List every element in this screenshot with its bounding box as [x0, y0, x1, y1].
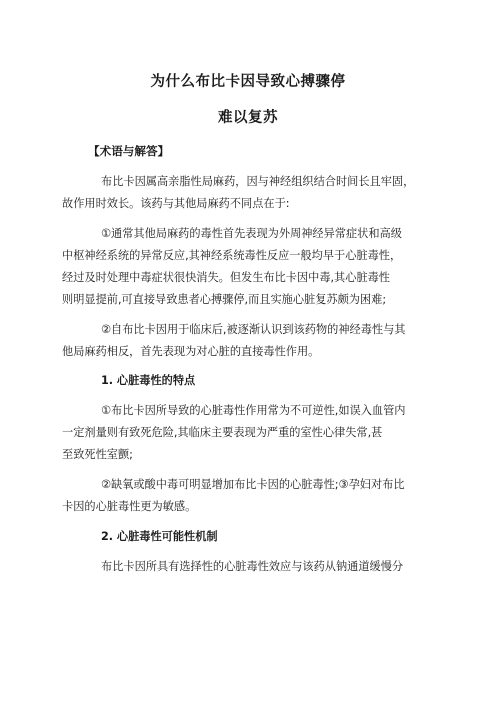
- heading-cardiac-toxicity-features: 1. 心脏毒性的特点: [101, 374, 196, 387]
- point1-line-2: 中枢神经系统的异常反应,其神经系统毒性反应一般均早于心脏毒性，: [62, 249, 402, 262]
- section-term-heading: 【术语与解答】: [88, 144, 170, 158]
- intro-line-1: 布比卡因属高亲脂性局麻药，因与神经组织结合时间长且牢固，: [101, 175, 415, 188]
- point1-line-3: 经过及时处理中毒症状很快消失。但发生布比卡因中毒,其心脏毒性: [62, 271, 390, 284]
- point2-line-1: ②自布比卡因用于临床后,被逐渐认识到该药物的神经毒性与其: [101, 323, 406, 336]
- point1-line-4: 则明显提前,可直接导致患者心搏骤停,而且实施心脏复苏颇为困难;: [62, 293, 387, 306]
- h1-para2-line-1: ②缺氧或酸中毒可明显增加布比卡因的心脏毒性;③孕妇对布比: [101, 478, 405, 491]
- document-title-line1: 为什么布比卡因导致心搏骤停: [150, 74, 346, 90]
- h1-para1-line-2: 一定剂量则有致死危险,其临床主要表现为严重的室性心律失常,甚: [62, 426, 383, 439]
- intro-line-2: 故作用时效长。该药与其他局麻药不同点在于:: [62, 197, 290, 210]
- h1-para1-line-1: ①布比卡因所导致的心脏毒性作用常为不可逆性,如误入血管内: [101, 404, 406, 417]
- h1-para1-line-3: 至致死性室颤;: [62, 448, 133, 461]
- h1-para2-line-2: 卡因的心脏毒性更为敏感。: [62, 500, 197, 513]
- point2-line-2: 他局麻药相反，首先表现为对心脏的直接毒性作用。: [62, 345, 320, 358]
- h2-para1-line-1: 布比卡因所具有选择性的心脏毒性效应与该药从钠通道缓慢分: [101, 560, 404, 573]
- point1-line-1: ①通常其他局麻药的毒性首先表现为外周神经异常症状和高级: [101, 227, 402, 240]
- heading-cardiac-toxicity-mechanism: 2. 心脏毒性可能性机制: [101, 530, 218, 543]
- document-title-line2: 难以复苏: [218, 110, 278, 126]
